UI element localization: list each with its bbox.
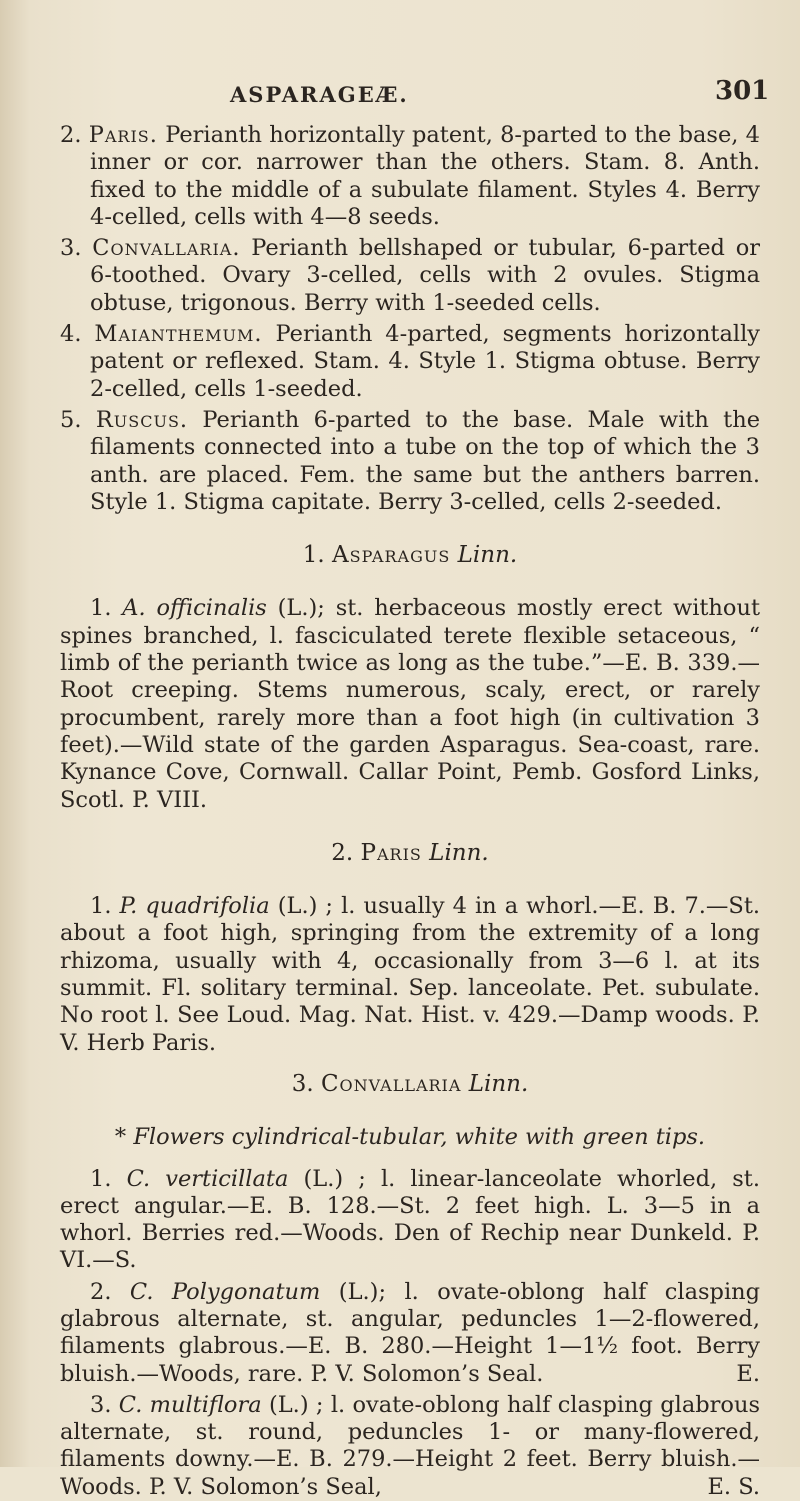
region-abbrev: E. S. — [707, 1473, 760, 1500]
entry-text: Perianth 6-parted to the base. Male with the filaments connected into a tube on the top of which the 3 anth. are placed. Fem. the same but the anthers barren. Style 1. Stigma capitate. Berry 3-celled, cells 2-seeded. — [90, 406, 761, 515]
species-authority: (L.) ; — [303, 1165, 366, 1192]
genus-heading-authority: Linn. — [429, 839, 489, 866]
species-text: l. ovate-oblong half clasping glabrous alternate, st. angular, peduncles 1—2-flowered, filaments glabrous.—E. B. 280.—Height 1—1½ foot. Berry bluish.—Woods, rare. P. V. Solomon’s Seal. — [60, 1278, 761, 1387]
species-entry — [60, 1392, 760, 1501]
genus-heading-name: Convallaria — [320, 1070, 462, 1097]
tribe-entry — [60, 235, 760, 317]
running-title: ASPARAGEÆ. — [230, 82, 409, 107]
tribe-entry — [60, 407, 760, 516]
species-name: C. multiflora — [118, 1391, 262, 1418]
genus-heading — [60, 840, 760, 867]
species-text: st. herbaceous mostly erect without spines branched, l. fasciculated terete flexible setaceous, “ limb of the perianth twice as long as the tube.”—E. B. 339.—Root creeping. Stems numerous, scaly, erect, or rarely procumbent, rarely more than a foot high (in cultivation 3 feet).—Wild state of the garden Asparagus. Sea-coast, rare. Kynance Cove, Cornwall. Callar Point, Pemb. Gosford Links, Scotl. P. VIII. — [60, 595, 761, 813]
genus-name: Convallaria. — [92, 235, 241, 262]
running-header — [0, 76, 800, 116]
species-name: A. officinalis — [122, 595, 267, 622]
genus-heading-name: Paris — [360, 839, 422, 866]
species-name: P. quadrifolia — [119, 893, 270, 920]
species-authority: (L.) ; — [268, 1391, 324, 1418]
species-number: 1. — [90, 1165, 112, 1192]
tribe-entry — [60, 122, 760, 231]
species-name: C. verticillata — [126, 1165, 289, 1192]
entry-number: 4. — [60, 321, 82, 348]
entry-number: 5. — [60, 406, 82, 433]
species-entry — [60, 893, 760, 1057]
entry-number: 2. — [60, 122, 82, 148]
species-entry — [60, 1166, 760, 1275]
entry-number: 3. — [60, 235, 82, 262]
species-authority: (L.) ; — [277, 893, 334, 920]
species-number: 1. — [90, 893, 112, 920]
region-abbrev: E. — [736, 1360, 760, 1387]
species-text: l. linear-lanceolate whorled, st. erect angular.—E. B. 128.—St. 2 feet high. L. 3—5 in a whorl. Berries red.—Woods. Den of Rechip near Dunkeld. P. VI.—S. — [60, 1165, 761, 1274]
species-authority: (L.); — [277, 595, 325, 622]
entry-text: Perianth bellshaped or tubular, 6-parted or 6-toothed. Ovary 3-celled, cells with 2 ovules. Stigma obtuse, trigonous. Berry with 1-seeded cells. — [90, 235, 761, 316]
species-text: l. ovate-oblong half clasping glabrous alternate, st. round, peduncles 1- or many-flowered, filaments downy.—E. B. 279.—Height 2 feet. Berry bluish.—Woods. P. V. Solomon’s Seal, — [60, 1391, 761, 1500]
genus-name: Maianthemum. — [94, 321, 263, 348]
species-authority: (L.); — [338, 1278, 387, 1305]
genus-name: Paris. — [88, 122, 158, 148]
genus-heading-number: 1. — [302, 542, 325, 569]
entry-text: Perianth 4-parted, segments horizontally patent or reflexed. Stam. 4. Style 1. Stigma obtuse. Berry 2-celled, cells 1-seeded. — [90, 321, 760, 402]
page-number: 301 — [715, 76, 770, 106]
species-number: 2. — [90, 1278, 112, 1305]
genus-name: Ruscus. — [95, 406, 189, 433]
genus-heading — [60, 1071, 760, 1098]
species-number: 1. — [90, 595, 112, 622]
species-number: 3. — [90, 1391, 112, 1418]
genus-heading-number: 3. — [291, 1070, 314, 1097]
tribe-entry — [60, 321, 760, 403]
genus-heading-authority: Linn. — [457, 542, 518, 569]
species-entry — [60, 595, 760, 813]
species-text: l. usually 4 in a whorl.—E. B. 7.—St. about a foot high, springing from the extremity of a long rhizoma, usually with 4, occasionally from 3—6 l. at its summit. Fl. solitary terminal. Sep. lanceolate. Pet. subulate. No root l. See Loud. Mag. Nat. Hist. v. 429.—Damp woods. P. V. Herb Paris. — [60, 893, 761, 1056]
genus-heading-name: Asparagus — [332, 542, 451, 569]
species-name: C. Polygonatum — [129, 1278, 321, 1305]
section-heading: * Flowers cylindrical-tubular, white with green tips. — [114, 1124, 706, 1151]
genus-heading — [60, 542, 760, 569]
species-entry — [60, 1279, 760, 1388]
body-text — [60, 122, 760, 1501]
genus-heading-number: 2. — [331, 839, 354, 866]
entry-text: Perianth horizontally patent, 8-parted to the base, 4 inner or cor. narrower than the others. Stam. 8. Anth. fixed to the middle of a subulate filament. Styles 4. Berry 4-celled, cells with 4—8 seeds. — [90, 122, 760, 230]
genus-heading-authority: Linn. — [468, 1070, 529, 1097]
